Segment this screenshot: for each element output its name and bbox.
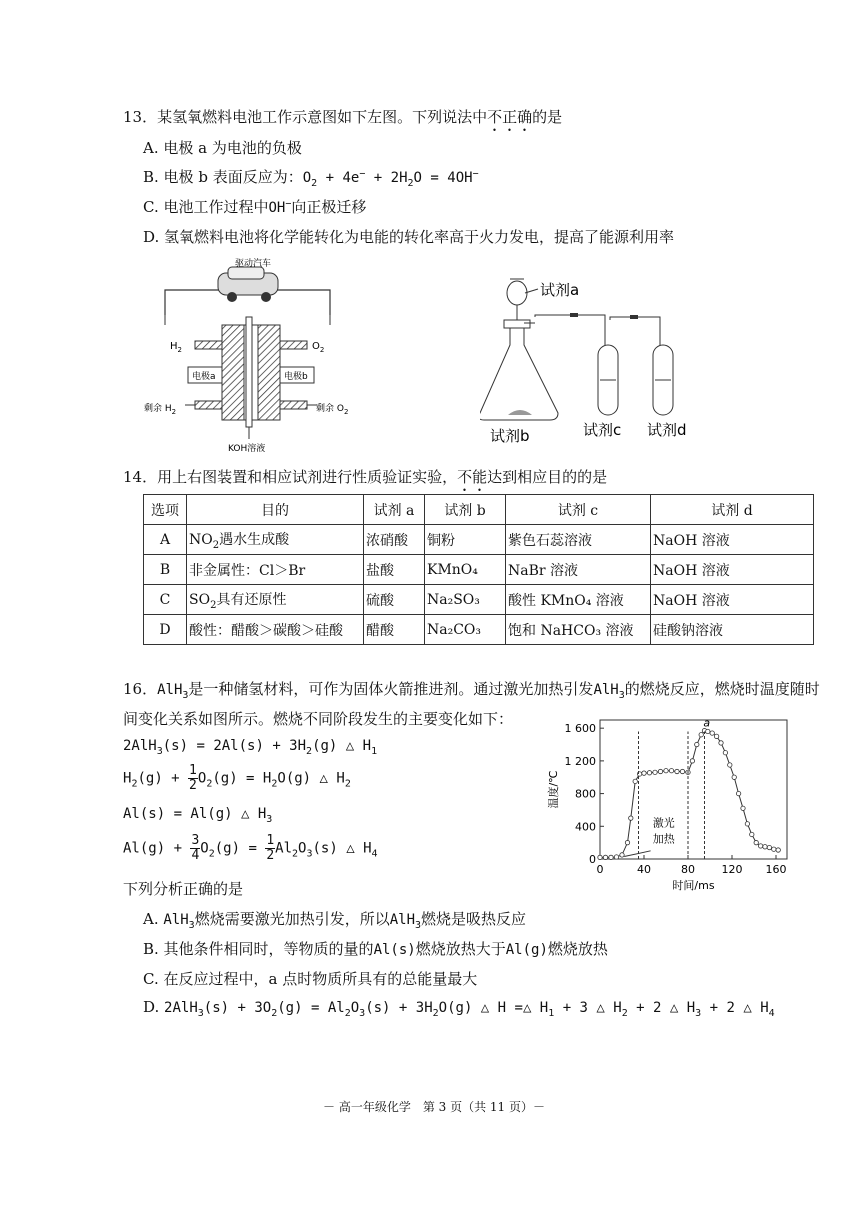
data-point (669, 768, 673, 772)
data-point (642, 771, 646, 775)
q16-line1: 16．AlH$_3$是一种储氢材料，可作为固体火箭推进剂。通过激光加热引发AlH$_3$的燃烧反应，燃烧时温度随时 (123, 680, 820, 701)
data-point (664, 768, 668, 772)
svg-text:剩余 H2: 剩余 $H_2$ (144, 404, 177, 416)
equation-3: Al(s) = Al(g) △ $H_3$ (123, 806, 273, 825)
y-tick-label: 0 (589, 853, 596, 866)
reagent-a-label: 试剂a (540, 281, 580, 299)
q16-option-d: D. $2AlH_3(s) + 3O_2(g) = Al_2O_3(s) + 3H_2O(g)$ △ H =△ $H_1 + 3$ △ $H_2 + 2$ △ $H_3 + 2$ △ $H_4$ (143, 998, 775, 1019)
data-point (680, 769, 684, 773)
svg-text:剩余 O2: 剩余 $O_2$ (316, 404, 349, 416)
car-label: 驱动汽车 (235, 259, 272, 269)
temperature-time-chart (545, 712, 795, 892)
table-row: A $NO_2$遇水生成酸 浓硝酸 铜粉 紫色石蕊溶液 NaOH 溶液 (144, 525, 814, 555)
q13-option-b: B. 电极 b 表面反应为：$O_2 + 4e^- + 2H_2O = 4OH^-$ (143, 168, 479, 189)
y-tick-label: 400 (575, 820, 596, 834)
electrode-b-label: 电极b (284, 372, 308, 382)
data-point (758, 844, 762, 848)
x-tick-label: 40 (637, 863, 651, 876)
reagent-d-label: 试剂d (647, 421, 687, 439)
koh-label: KOH溶液 (228, 444, 266, 454)
y-tick-label: 1 600 (564, 722, 596, 736)
q16-line2: 间变化关系如图所示。燃烧不同阶段发生的主要变化如下： (123, 710, 514, 728)
data-point (706, 729, 710, 733)
data-point (690, 759, 694, 763)
data-point (728, 763, 732, 767)
q16-option-c: C. 在反应过程中，a 点时物质所具有的总能量最大 (143, 970, 478, 988)
q13-stem: 13．某氢氧燃料电池工作示意图如下左图。下列说法中不正确的是 (123, 108, 563, 126)
annotation-label: 加热 (652, 832, 675, 846)
data-point (723, 751, 727, 755)
data-point (754, 840, 758, 844)
data-point (614, 855, 618, 859)
data-point (732, 775, 736, 779)
fuel-cell-diagram (140, 255, 370, 455)
data-point (763, 845, 767, 849)
data-point (609, 855, 613, 859)
car-icon (218, 267, 278, 302)
equation-2: $H_2(g)$ + $\frac{1}{2}$ $O_2(g) = H_2O(g)$ △ $H_2$ (123, 763, 351, 793)
q16-option-b: B. 其他条件相同时，等物质的量的Al(s)燃烧放热大于Al(g)燃烧放热 (143, 940, 608, 958)
table-row: B 非金属性：Cl＞Br 盐酸 KMnO₄ NaBr 溶液 NaOH 溶液 (144, 555, 814, 585)
svg-text:H2: $H_2$ (170, 341, 182, 354)
q13-option-a: A. 电极 a 为电池的负极 (143, 139, 302, 157)
data-point (629, 816, 633, 820)
data-point (745, 822, 749, 826)
data-point (598, 855, 602, 859)
data-point (658, 769, 662, 773)
data-point (714, 734, 718, 738)
x-tick-label: 80 (681, 863, 695, 876)
q13-option-c: C. 电池工作过程中OH−向正极迁移 (143, 198, 367, 216)
data-point (776, 848, 780, 852)
annotation-pointer (624, 851, 650, 857)
q14-table (143, 494, 814, 645)
data-point (633, 779, 637, 783)
data-point (603, 855, 607, 859)
data-point (699, 733, 703, 737)
point-a-label: a (703, 716, 711, 730)
y-axis-label: 温度/℃ (547, 770, 560, 809)
series-line (600, 731, 778, 858)
x-axis-label: 时间/ms (672, 879, 715, 892)
equation-4: Al(g) + $\frac{3}{4}$ $O_2(g)$ = $\frac{1}{2}$ $Al_2O_3(s)$ △ $H_4$ (123, 833, 378, 863)
q16-prompt: 下列分析正确的是 (123, 880, 244, 898)
reagent-c-label: 试剂c (583, 421, 622, 439)
data-point (736, 791, 740, 795)
data-point (710, 731, 714, 735)
table-row: C $SO_2$具有还原性 硫酸 Na₂SO₃ 酸性 KMnO₄ 溶液 NaOH 溶液 (144, 585, 814, 615)
q13-option-d: D. 氢氧燃料电池将化学能转化为电能的转化率高于火力发电，提高了能源利用率 (143, 228, 675, 246)
data-point (675, 769, 679, 773)
data-point (741, 806, 745, 810)
q14-stem: 14．用上右图装置和相应试剂进行性质验证实验，不能达到相应目的的是 (123, 468, 608, 486)
y-tick-label: 800 (575, 787, 596, 801)
data-point (695, 742, 699, 746)
data-point (647, 771, 651, 775)
data-point (719, 741, 723, 745)
data-point (772, 847, 776, 851)
table-header-row: 选项 目的 试剂 a 试剂 b 试剂 c 试剂 d (144, 495, 814, 525)
data-point (625, 840, 629, 844)
x-tick-label: 160 (765, 863, 787, 876)
x-tick-label: 120 (721, 863, 743, 876)
apparatus-diagram (480, 265, 710, 445)
equation-1: $2AlH_3(s) = 2Al(s) + 3H_2(g)$ △ $H_1$ (123, 738, 378, 757)
q16-option-a: A. AlH$_3$燃烧需要激光加热引发，所以AlH$_3$燃烧是吸热反应 (143, 910, 527, 931)
reagent-b-label: 试剂b (490, 427, 530, 445)
data-point (620, 853, 624, 857)
page-footer: － 高一年级化学 第 3 页（共 11 页）－ (323, 1100, 545, 1114)
data-point (750, 832, 754, 836)
x-tick-label: 0 (596, 863, 604, 876)
svg-text:O2: $O_2$ (312, 341, 325, 354)
data-point (767, 845, 771, 849)
electrode-a-label: 电极a (192, 372, 216, 382)
table-row: D 酸性：醋酸＞碳酸＞硅酸 醋酸 Na₂CO₃ 饱和 NaHCO₃ 溶液 硅酸钠溶液 (144, 615, 814, 645)
annotation-label: 激光 (652, 816, 675, 830)
y-tick-label: 1 200 (564, 754, 596, 768)
data-point (653, 770, 657, 774)
